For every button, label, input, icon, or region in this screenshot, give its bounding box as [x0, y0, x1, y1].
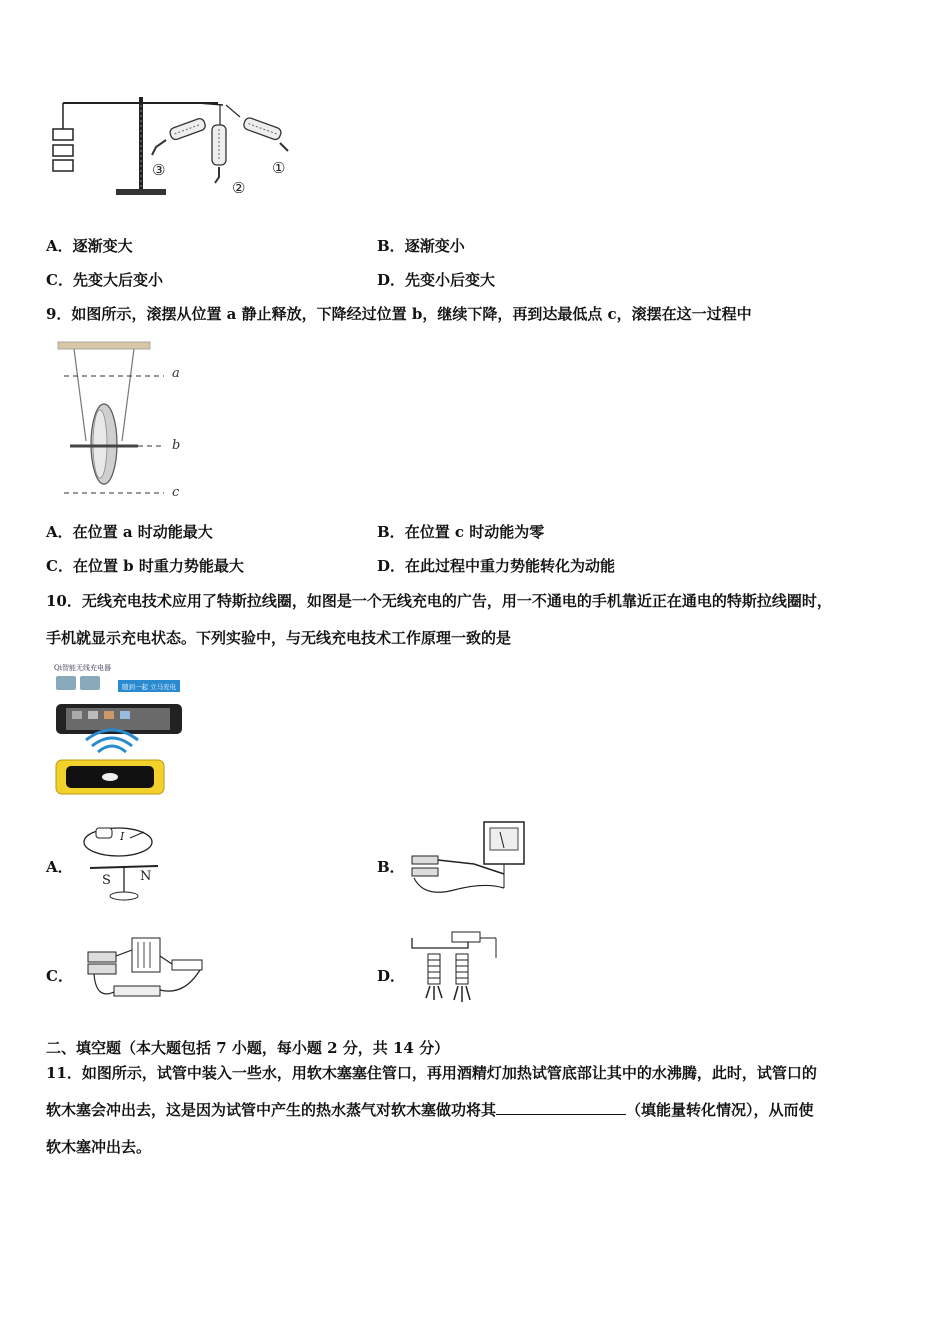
- current-label: I: [120, 830, 125, 843]
- q9-option-b: B．在位置 c 时动能为零: [377, 523, 545, 541]
- q8-option-d: D．先变小后变大: [377, 271, 496, 289]
- q10-figure-d-electromagnets: [404, 928, 504, 1018]
- q10-option-a-label: A．: [46, 858, 73, 876]
- section-2-heading: 二、填空题（本大题包括 7 小题，每小题 2 分，共 14 分）: [46, 1039, 450, 1057]
- ad-banner: 随到一起 立马充电: [122, 683, 177, 691]
- q8-option-a: A．逐渐变大: [46, 237, 133, 255]
- q10-figure-c-generator: [74, 926, 214, 1016]
- q10-stem-line1: 10．无线充电技术应用了特斯拉线圈，如图是一个无线充电的广告，用一不通电的手机靠近正在通电的特斯拉线圈时，: [46, 592, 832, 610]
- q9-option-c: C．在位置 b 时重力势能最大: [46, 557, 244, 575]
- q9-stem: 9．如图所示，滚摆从位置 a 静止释放，下降经过位置 b，继续下降，再到达最低点 c，滚摆在这一过程中: [46, 305, 752, 323]
- north-pole-label: N: [140, 869, 152, 884]
- q10-option-b-label: B．: [377, 858, 405, 876]
- ad-title: Qi智能无线充电器: [54, 664, 111, 672]
- maxwell-pendulum-figure: [56, 336, 196, 506]
- q9-option-a: A．在位置 a 时动能最大: [46, 523, 213, 541]
- q8-option-c: C．先变大后变小: [46, 271, 163, 289]
- pos-b-label: b: [172, 438, 181, 453]
- label-1: ①: [272, 159, 286, 177]
- q10-figure-a-oersted: [74, 818, 174, 908]
- q10-stem-line2: 手机就显示充电状态。下列实验中，与无线充电技术工作原理一致的是: [46, 629, 512, 647]
- q9-option-d: D．在此过程中重力势能转化为动能: [377, 557, 616, 575]
- q10-option-d-label: D．: [377, 967, 406, 985]
- q10-option-c-label: C．: [46, 967, 73, 985]
- q11-line2: 软木塞会冲出去，这是因为试管中产生的热水蒸气对软木塞做功将其 （填能量转化情况），从而使: [46, 1101, 814, 1119]
- q11-answer-blank[interactable]: [496, 1100, 626, 1115]
- q11-line3: 软木塞冲出去。: [46, 1138, 152, 1156]
- south-pole-label: S: [102, 873, 111, 888]
- pos-a-label: a: [172, 366, 180, 381]
- label-2: ②: [232, 179, 246, 197]
- lever-spring-scale-figure: [48, 95, 298, 205]
- q11-line1: 11．如图所示，试管中装入一些水，用软木塞塞住管口，再用酒精灯加热试管底部让其中的水沸腾，此时，试管口的: [46, 1064, 817, 1082]
- q8-option-b: B．逐渐变小: [377, 237, 465, 255]
- q10-figure-b-induction: [404, 818, 534, 908]
- label-3: ③: [152, 161, 166, 179]
- wireless-charger-ad-figure: [52, 660, 192, 800]
- pos-c-label: c: [172, 485, 180, 500]
